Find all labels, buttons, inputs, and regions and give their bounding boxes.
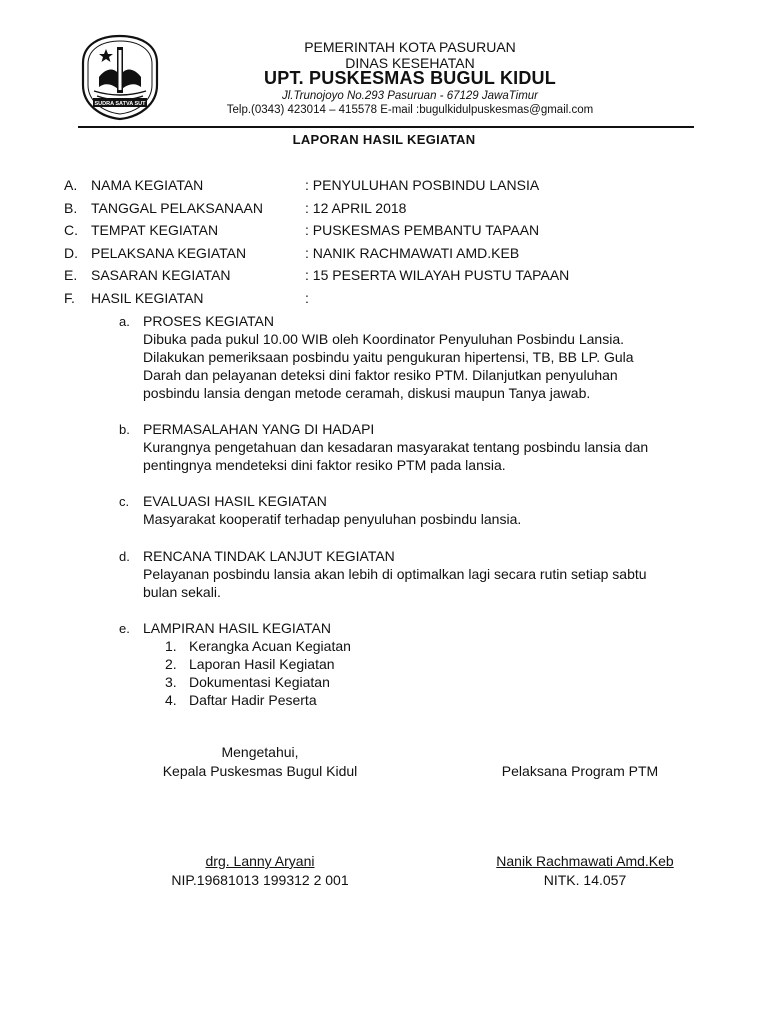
left-signer-id: NIP.19681013 199312 2 001 <box>171 872 349 888</box>
section-paragraph-line: Kurangnya pengetahuan dan kesadaran masyarakat tentang posbindu lansia dan <box>143 439 649 455</box>
field-value: : 15 PESERTA WILAYAH PUSTU TAPAAN <box>305 267 570 283</box>
section-letter: d. <box>119 549 130 564</box>
section-heading: LAMPIRAN HASIL KEGIATAN <box>143 620 332 636</box>
field-value: : PUSKESMAS PEMBANTU TAPAAN <box>305 222 540 238</box>
field-label: PELAKSANA KEGIATAN <box>91 245 247 261</box>
right-signer-id: NITK. 14.057 <box>543 872 627 888</box>
attachment-number: 2. <box>165 656 177 672</box>
attachment-item: Laporan Hasil Kegiatan <box>189 656 335 672</box>
section-paragraph-line: Pelayanan posbindu lansia akan lebih di optimalkan lagi secara rutin setiap sabtu <box>143 566 647 582</box>
department-name: DINAS KESEHATAN <box>345 55 475 71</box>
logo-motto: SUDRA SATVA SUT <box>94 101 146 107</box>
section-paragraph-line: posbindu lansia dengan metode ceramah, diskusi maupun Tanya jawab. <box>143 385 591 401</box>
section-heading: PERMASALAHAN YANG DI HADAPI <box>143 421 375 437</box>
left-signer-name: drg. Lanny Aryani <box>205 853 315 869</box>
section-paragraph-line: Masyarakat kooperatif terhadap penyuluhan posbindu lansia. <box>143 511 522 527</box>
field-value: : NANIK RACHMAWATI AMD.KEB <box>305 245 520 261</box>
field-letter: D. <box>64 245 78 261</box>
unit-name: UPT. PUSKESMAS BUGUL KIDUL <box>264 68 556 88</box>
right-signer-role: Pelaksana Program PTM <box>501 763 659 779</box>
field-value: : PENYULUHAN POSBINDU LANSIA <box>305 177 540 193</box>
attachment-number: 3. <box>165 674 177 690</box>
field-letter: F. <box>64 290 75 306</box>
government-name: PEMERINTAH KOTA PASURUAN <box>304 39 516 55</box>
address: Jl.Trunojoyo No.293 Pasuruan - 67129 JawaTimur <box>281 90 538 102</box>
attachment-number: 1. <box>165 638 177 654</box>
section-paragraph-line: pentingnya mendeteksi dini faktor resiko PTM pada lansia. <box>143 457 506 473</box>
attachment-item: Daftar Hadir Peserta <box>189 692 317 708</box>
section-paragraph-line: bulan sekali. <box>143 584 221 600</box>
left-signer-role: Kepala Puskesmas Bugul Kidul <box>162 763 358 779</box>
field-value: : 12 APRIL 2018 <box>305 200 407 216</box>
city-seal-icon <box>79 33 161 121</box>
letterhead-rule <box>78 126 694 128</box>
field-letter: B. <box>64 200 78 216</box>
field-letter: C. <box>64 222 78 238</box>
contact-info: Telp.(0343) 423014 – 415578 E-mail :bugulkidulpuskesmas@gmail.com <box>226 104 594 116</box>
section-letter: c. <box>119 494 130 509</box>
right-signer-name: Nanik Rachmawati Amd.Keb <box>496 853 674 869</box>
field-label: TEMPAT KEGIATAN <box>91 222 219 238</box>
field-label: TANGGAL PELAKSANAAN <box>91 200 263 216</box>
section-heading: EVALUASI HASIL KEGIATAN <box>143 493 327 509</box>
field-label: SASARAN KEGIATAN <box>91 267 231 283</box>
section-letter: e. <box>119 621 130 636</box>
report-title: LAPORAN HASIL KEGIATAN <box>292 132 476 147</box>
section-letter: b. <box>119 422 130 437</box>
attachment-item: Kerangka Acuan Kegiatan <box>189 638 351 654</box>
section-paragraph-line: Dibuka pada pukul 10.00 WIB oleh Koordinator Penyuluhan Posbindu Lansia. <box>143 331 624 347</box>
field-value: : <box>305 290 309 306</box>
attachment-item: Dokumentasi Kegiatan <box>189 674 330 690</box>
section-heading: RENCANA TINDAK LANJUT KEGIATAN <box>143 548 395 564</box>
field-letter: E. <box>64 267 78 283</box>
field-letter: A. <box>64 177 78 193</box>
attachment-number: 4. <box>165 692 177 708</box>
acknowledged-label: Mengetahui, <box>221 744 299 760</box>
section-letter: a. <box>119 314 130 329</box>
section-paragraph-line: Darah dan pelayanan deteksi dini faktor resiko PTM. Dilanjutkan penyuluhan <box>143 367 618 383</box>
field-label: HASIL KEGIATAN <box>91 290 204 306</box>
section-paragraph-line: Dilakukan pemeriksaan posbindu yaitu pengukuran hipertensi, TB, BB LP. Gula <box>143 349 634 365</box>
field-label: NAMA KEGIATAN <box>91 177 204 193</box>
section-heading: PROSES KEGIATAN <box>143 313 274 329</box>
